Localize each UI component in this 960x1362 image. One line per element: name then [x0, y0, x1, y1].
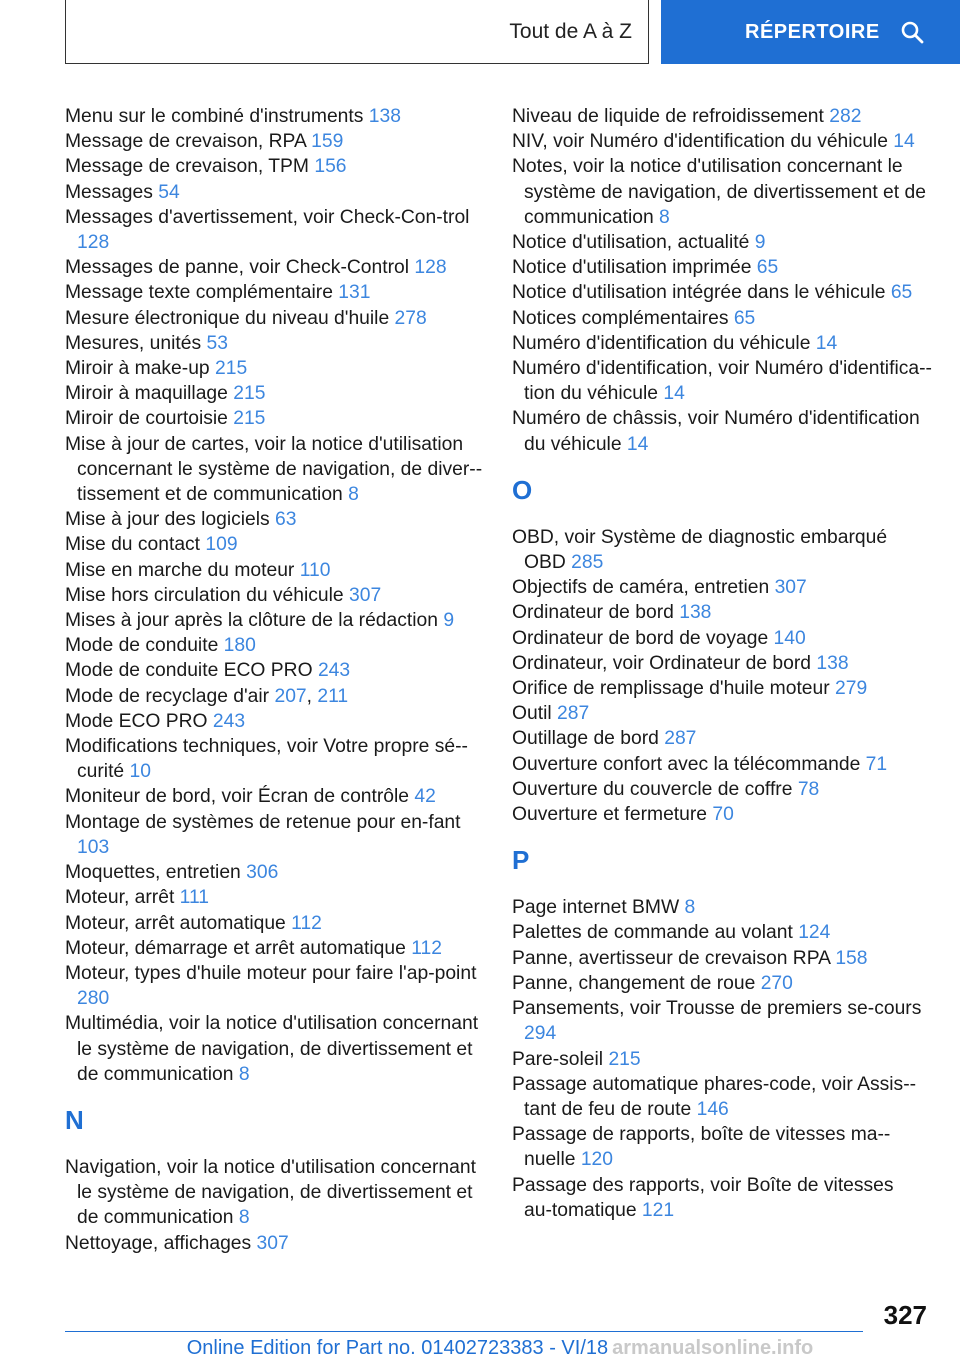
page-link[interactable]: 243 — [317, 660, 351, 682]
page-link[interactable]: 287 — [664, 728, 697, 750]
index-entry-text: Moteur, arrêt — [65, 887, 175, 909]
page-link[interactable]: 63 — [275, 509, 297, 531]
index-entry — [512, 129, 932, 154]
page-link[interactable]: 128 — [414, 257, 447, 279]
page-link[interactable]: 207 — [274, 685, 307, 707]
page-link[interactable]: 8 — [348, 484, 359, 506]
index-entry-text: Notices complémentaires — [512, 307, 729, 329]
page-header — [0, 0, 960, 66]
index-entry — [512, 306, 932, 331]
index-entry — [512, 1173, 932, 1223]
index-entry-text: Mise en marche du moteur — [65, 559, 295, 581]
index-entry — [65, 1231, 485, 1256]
index-entry — [65, 608, 485, 633]
page-link[interactable]: 8 — [238, 1063, 250, 1085]
index-entry — [65, 129, 485, 154]
page-link[interactable]: 280 — [77, 988, 110, 1010]
tab-index-label: RÉPERTOIRE — [745, 20, 880, 43]
page-link[interactable]: 14 — [815, 332, 838, 354]
index-entry — [512, 996, 932, 1046]
index-entry — [512, 1122, 932, 1172]
section-letter-p: P — [512, 845, 530, 876]
index-entry-text: Niveau de liquide de refroidissement — [512, 106, 824, 127]
index-column-right — [512, 104, 932, 1223]
index-entry-text: Moteur, types d'huile moteur pour faire l'ap-point — [65, 962, 477, 984]
index-entry-text: Objectifs de caméra, entretien — [512, 577, 770, 599]
page-link[interactable]: 306 — [246, 862, 279, 884]
index-entry — [512, 802, 932, 827]
index-entry-text: Mise à jour des logiciels — [65, 509, 270, 531]
index-entry — [65, 356, 485, 381]
index-entry — [512, 575, 932, 600]
index-entry — [65, 381, 485, 406]
index-entry-text: Numéro de châssis, voir Numéro d'identification du véhicule — [512, 408, 920, 455]
index-entry-text: Panne, avertisseur de crevaison RPA — [512, 947, 830, 969]
index-list-p — [512, 895, 932, 1223]
index-entry-text: Notice d'utilisation intégrée dans le véhicule — [512, 282, 886, 304]
index-entry-text: Messages d'avertissement, voir Check-Con-trol — [65, 206, 470, 228]
index-entry-text: OBD, voir Système de diagnostic embarqué OBD — [512, 526, 888, 574]
footer-divider — [65, 1331, 863, 1332]
page-link[interactable]: 180 — [223, 635, 256, 657]
index-entry-text: Notes, voir la notice d'utilisation concernant le système de navigation, de divertissement et de communication — [512, 156, 926, 228]
index-entry-text: Numéro d'identification, voir Numéro d'identifica-tion du véhicule — [512, 358, 932, 405]
index-entry — [512, 971, 932, 996]
page-link[interactable]: 112 — [411, 937, 442, 959]
page-link[interactable]: 215 — [215, 358, 248, 380]
page-link[interactable]: 53 — [206, 332, 228, 354]
index-entry — [512, 230, 932, 255]
page-link[interactable]: 112 — [291, 912, 322, 934]
index-entry-text: Multimédia, voir la notice d'utilisation concernant le système de navigation, de divertissement et de communication — [65, 1013, 479, 1085]
page-link[interactable]: 215 — [233, 408, 266, 430]
index-entry — [65, 734, 485, 784]
index-entry-text: Outil — [512, 703, 552, 725]
section-letter-o: O — [512, 474, 533, 505]
page-link[interactable]: 78 — [797, 778, 820, 800]
index-entry-text: Message de crevaison, TPM — [65, 156, 309, 178]
index-entry-text: Page internet BMW — [512, 897, 680, 919]
page-number: 327 — [883, 1300, 927, 1330]
index-entry-text: Mode de conduite — [65, 635, 219, 657]
index-entry-text: NIV, voir Numéro d'identification du véhicule — [512, 131, 888, 153]
index-entry — [65, 961, 485, 1011]
index-entry — [512, 777, 932, 802]
index-entry-text: Notice d'utilisation imprimée — [512, 257, 752, 279]
page-link[interactable]: 103 — [77, 836, 110, 858]
index-entry-text: Miroir de courtoisie — [65, 408, 228, 430]
page-link[interactable]: 146 — [696, 1098, 729, 1120]
index-entry — [65, 255, 485, 280]
index-entry-text: Mesures, unités — [65, 332, 202, 354]
index-entry — [65, 810, 485, 860]
page-link[interactable]: 156 — [314, 156, 347, 178]
page-link[interactable]: 65 — [890, 282, 913, 304]
page-link[interactable]: 128 — [77, 232, 110, 254]
index-entry-text: Mesure électronique du niveau d'huile — [65, 307, 390, 329]
index-entry — [65, 306, 485, 331]
page-link[interactable]: 120 — [580, 1149, 613, 1171]
tab-a-to-z[interactable] — [65, 0, 649, 64]
index-entry-text: Palettes de commande au volant — [512, 922, 793, 944]
page-link[interactable]: 14 — [663, 383, 685, 405]
index-entry — [512, 726, 932, 751]
page-link[interactable]: 42 — [414, 786, 436, 808]
index-entry — [512, 600, 932, 625]
index-entry-text: Passage des rapports, voir Boîte de vitesses au-tomatique — [512, 1174, 894, 1221]
page-link[interactable]: 65 — [733, 307, 756, 329]
page-link[interactable]: 110 — [299, 559, 331, 581]
index-entry-text: Moteur, arrêt automatique — [65, 912, 286, 934]
tab-index[interactable] — [661, 0, 960, 64]
page-link[interactable]: 307 — [256, 1232, 289, 1254]
page-link[interactable]: 9 — [443, 610, 455, 632]
index-entry — [65, 280, 485, 305]
index-column-left — [65, 104, 485, 1256]
index-entry — [65, 633, 485, 658]
page-link[interactable]: 294 — [524, 1023, 557, 1045]
section-letter-n: N — [65, 1104, 84, 1135]
index-entry — [65, 1011, 485, 1087]
index-entry — [65, 331, 485, 356]
index-entry-text: Ordinateur, voir Ordinateur de bord — [512, 652, 812, 674]
page-link[interactable]: 282 — [829, 106, 862, 127]
page-link[interactable]: 8 — [238, 1207, 250, 1229]
index-entry-text: Ordinateur de bord de voyage — [512, 627, 769, 649]
index-entry-text: Modifications techniques, voir Votre propre sé-curité — [65, 736, 468, 783]
index-entry — [65, 104, 485, 129]
index-entry — [65, 658, 485, 683]
index-entry-text: Ordinateur de bord — [512, 602, 674, 624]
index-entry — [65, 709, 485, 734]
page-link[interactable]: 131 — [338, 282, 371, 304]
page-link[interactable]: 270 — [760, 972, 793, 994]
index-entry-text: Mise hors circulation du véhicule — [65, 584, 344, 606]
page-link[interactable]: 287 — [557, 703, 590, 725]
index-entry — [512, 701, 932, 726]
page-link[interactable]: 158 — [835, 947, 868, 969]
index-entry — [65, 860, 485, 885]
index-entry — [65, 1155, 485, 1231]
index-entry-text: Mise à jour de cartes, voir la notice d'utilisation concernant le système de navigation, de diver-tissement et de communication — [65, 433, 483, 506]
index-entry — [65, 180, 485, 205]
index-entry-text: Outillage de bord — [512, 728, 659, 750]
page-link[interactable]: 307 — [774, 577, 807, 599]
edition-text: Online Edition for Part no. 01402723383 - VI/18 — [186, 1336, 609, 1359]
index-entry-text: Moniteur de bord, voir Écran de contrôle — [65, 786, 410, 808]
index-entry-text: Miroir à make-up — [65, 358, 210, 380]
index-entry — [512, 626, 932, 651]
watermark-text: armanualsonline.info — [612, 1336, 814, 1359]
index-entry — [65, 558, 485, 583]
page-link[interactable]: 215 — [233, 383, 266, 405]
index-list-n — [65, 1155, 485, 1256]
index-entry — [65, 583, 485, 608]
index-entry-text: Orifice de remplissage d'huile moteur — [512, 678, 830, 700]
page-link[interactable]: 14 — [626, 433, 649, 455]
index-entry — [512, 1072, 932, 1122]
index-entry-text: Mode de conduite ECO PRO — [65, 660, 313, 682]
index-entry-text: Menu sur le combiné d'instruments — [65, 106, 364, 127]
index-entry-text: Ouverture confort avec la télécommande — [512, 753, 861, 775]
index-entry — [512, 104, 932, 129]
index-entry-text: Notice d'utilisation, actualité — [512, 232, 750, 254]
page-link[interactable]: 211 — [317, 685, 349, 707]
page-link[interactable]: 54 — [158, 181, 180, 203]
page-link[interactable]: 121 — [641, 1199, 675, 1221]
page-link[interactable]: 285 — [571, 552, 604, 574]
index-entry — [512, 676, 932, 701]
page-link[interactable]: 9 — [754, 232, 766, 254]
index-entry-text: Navigation, voir la notice d'utilisation concernant le système de navigation, de divertissement et de communication — [65, 1156, 476, 1229]
page-link[interactable]: 279 — [835, 678, 868, 700]
index-entry-text: Ouverture et fermeture — [512, 804, 708, 826]
page-link[interactable]: 124 — [798, 922, 831, 944]
index-entry-text: Panne, changement de roue — [512, 972, 756, 994]
page-link[interactable]: 243 — [212, 710, 246, 732]
index-entry — [65, 532, 485, 557]
index-entry — [65, 936, 485, 961]
index-list-o — [512, 525, 932, 827]
index-entry — [512, 280, 932, 305]
index-entry-text: Passage automatique phares-code, voir Assis-tant de feu de route — [512, 1073, 917, 1120]
index-entry — [65, 154, 485, 179]
page-link[interactable]: 140 — [773, 627, 806, 649]
page-link[interactable]: 8 — [659, 206, 670, 228]
index-list-n-continued — [512, 104, 932, 457]
index-entry-text: Mode de recyclage d'air — [65, 685, 270, 707]
index-entry-text: Messages — [65, 181, 153, 203]
index-entry-text: Pare-soleil — [512, 1048, 604, 1070]
index-entry — [512, 406, 932, 456]
index-entry-text: Messages de panne, voir Check-Control — [65, 257, 410, 279]
index-entry — [512, 651, 932, 676]
index-entry — [512, 1047, 932, 1072]
index-entry-text: Mode ECO PRO — [65, 710, 208, 732]
index-entry — [512, 895, 932, 920]
page-link[interactable]: 307 — [349, 584, 382, 606]
index-entry — [65, 432, 485, 508]
index-entry — [65, 911, 485, 936]
index-entry-text: Ouverture du couvercle de coffre — [512, 778, 793, 800]
index-entry — [512, 946, 932, 971]
page-link[interactable]: 138 — [368, 106, 401, 127]
page-link[interactable]: 8 — [684, 897, 696, 919]
page-link[interactable]: 109 — [205, 534, 238, 556]
index-entry — [512, 255, 932, 280]
page-link[interactable]: 138 — [679, 602, 712, 624]
page-link[interactable]: 278 — [394, 307, 427, 329]
index-entry — [512, 525, 932, 575]
index-entry — [65, 507, 485, 532]
index-entry-text: Mises à jour après la clôture de la rédaction — [65, 610, 438, 632]
index-entry-text: Numéro d'identification du véhicule — [512, 332, 811, 354]
page-link[interactable]: 10 — [129, 761, 151, 783]
page-link[interactable]: 159 — [311, 131, 344, 153]
index-entry-text: Nettoyage, affichages — [65, 1232, 252, 1254]
index-entry-text: Passage de rapports, boîte de vitesses ma-nuelle — [512, 1124, 891, 1171]
index-entry — [65, 406, 485, 431]
page-footer — [0, 1334, 960, 1362]
index-entry — [512, 331, 932, 356]
index-entry-text: Montage de systèmes de retenue pour en-fant — [65, 811, 461, 833]
tab-a-to-z-label: Tout de A à Z — [509, 19, 632, 43]
index-entry — [512, 752, 932, 777]
index-entry — [512, 154, 932, 230]
index-entry-text: Pansements, voir Trousse de premiers se-cours — [512, 998, 922, 1020]
index-entry — [65, 205, 485, 255]
page-link[interactable]: 65 — [756, 257, 779, 279]
search-icon[interactable] — [900, 20, 924, 44]
index-entry-text: Mise du contact — [65, 534, 201, 556]
index-list-m — [65, 104, 485, 1087]
index-entry-text: Message de crevaison, RPA — [65, 131, 306, 153]
index-entry: Mode de recyclage d'air 207, 211 — [65, 685, 349, 707]
index-entry — [512, 920, 932, 945]
index-entry-text: Moquettes, entretien — [65, 862, 241, 884]
page-link[interactable]: 111 — [179, 887, 209, 909]
index-entry — [512, 356, 932, 406]
index-entry — [65, 784, 485, 809]
index-entry-text: Message texte complémentaire — [65, 282, 333, 304]
index-entry — [65, 885, 485, 910]
index-entry-text: Miroir à maquillage — [65, 383, 228, 405]
page-link[interactable]: 70 — [712, 804, 734, 826]
page-link[interactable]: 215 — [608, 1048, 641, 1070]
page-link[interactable]: 138 — [816, 652, 849, 674]
index-entry-text: Moteur, démarrage et arrêt automatique — [65, 937, 406, 959]
page-link[interactable]: 71 — [865, 753, 888, 775]
page-link[interactable]: 14 — [893, 131, 915, 153]
